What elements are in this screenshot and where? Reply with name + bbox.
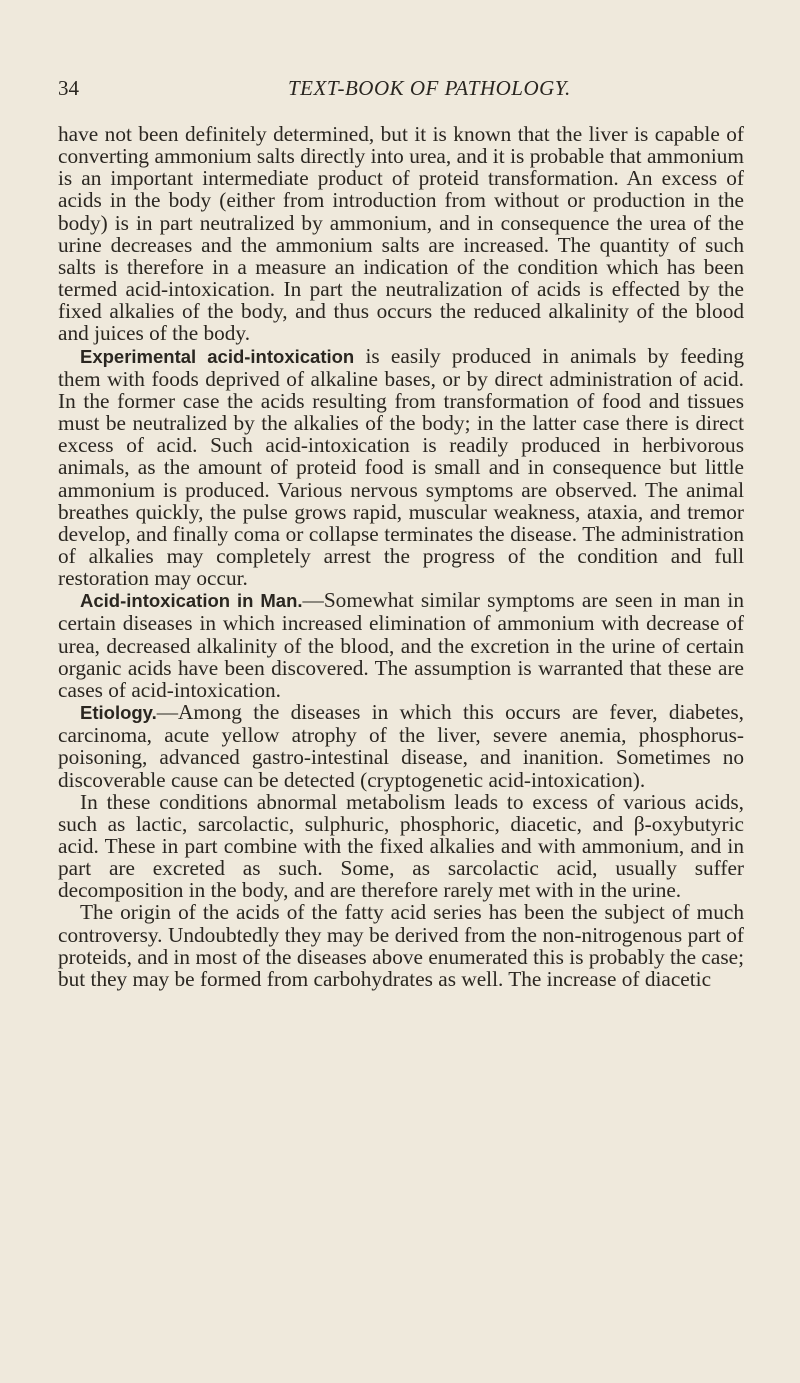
paragraph-acid-intoxication-in-man [58,589,744,701]
running-title: TEXT-BOOK OF PATHOLOGY. [288,76,571,100]
paragraph-text: In these conditions abnormal metabolism leads to excess of various acids, such as lactic, sarcolactic, sulphuric, phosphoric, diacetic, and β-oxybutyric acid. These in part combine with the fixed alkalies and with ammonium, and in part are excreted as such. Some, as sarcolactic acid, usually suffer decomposition in the body, and are therefore rarely met with in the urine. [58,789,744,903]
paragraph-text: —Somewhat similar symptoms are seen in man in certain diseases in which increased elimination of ammonium with decrease of urea, decreased alkalinity of the blood, and the excretion in the urine of certain organic acids have been discovered. The assumption is warranted that these are cases of acid-intoxication. [58,588,744,702]
section-heading: Etiology. [80,702,157,724]
body-text [58,123,744,990]
paragraph-etiology [58,701,744,791]
page-number: 34 [58,76,79,100]
paragraph-text: —Among the diseases in which this occurs are fever, diabetes, carcinoma, acute yellow atrophy of the liver, severe anemia, phosphorus-poisoning, advanced gastro-intestinal disease, and inanition. Sometimes no discoverable cause can be detected (cryptogenetic acid-intoxication). [58,700,744,792]
paragraph-6 [58,901,744,990]
section-heading: Acid-intoxication in Man. [80,590,303,612]
page-header [58,76,738,106]
paragraph-experimental [58,345,744,590]
paragraph-1 [58,123,744,345]
paragraph-text: The origin of the acids of the fatty acid series has been the subject of much controversy. Undoubtedly they may be derived from the non-nitrogenous part of proteids, and in most of the diseases above enumerated this is probably the case; but they may be formed from carbohydrates as well. The increase of diacetic [58,900,744,991]
paragraph-text: is easily produced in animals by feeding them with foods deprived of alkaline bases, or by direct administration of acid. In the former case the acids resulting from transformation of food and tissues must be neutralized by the alkalies of the body; in the latter case there is direct excess of acid. Such acid-intoxication is readily produced in herbivorous animals, as the amount of proteid food is small and in consequence but little ammonium is produced. Various nervous symptoms are observed. The animal breathes quickly, the pulse grows rapid, muscular weakness, ataxia, and tremor develop, and finally coma or collapse terminates the disease. The administration of alkalies may completely arrest the progress of the condition and full restoration may occur. [58,343,744,591]
paragraph-5 [58,791,744,902]
section-heading: Experimental acid-intoxication [80,345,355,367]
paragraph-text: have not been definitely determined, but it is known that the liver is capable of converting ammonium salts directly into urea, and it is probable that ammonium is an important intermediate product of proteid transformation. An excess of acids in the body (either from introduction from without or production in the body) is in part neutralized by ammonium, and in consequence the urea of the urine decreases and the ammonium salts are increased. The quantity of such salts is therefore in a measure an indication of the condition which has been termed acid-intoxication. In part the neutralization of acids is effected by the fixed alkalies of the body, and thus occurs the reduced alkalinity of the blood and juices of the body. [58,122,744,346]
